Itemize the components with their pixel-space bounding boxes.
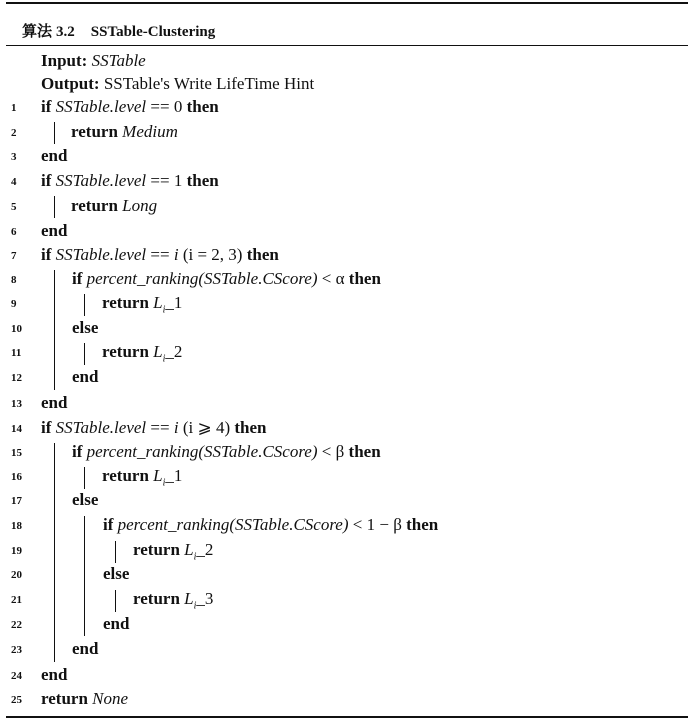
line-number: 25 xyxy=(11,694,22,706)
line-number: 13 xyxy=(11,398,22,410)
input-value: SSTable xyxy=(91,51,146,70)
code-line-10: else xyxy=(72,318,99,337)
code-line-21: return $L_i\_3$ xyxy=(133,589,214,612)
caption-label: 算法 xyxy=(22,24,53,40)
code-line-19: return $L_i\_2$ xyxy=(133,540,214,563)
indent-bar xyxy=(54,443,55,662)
code-line-8: if percent_ranking(SSTable.CScore) < α then xyxy=(72,269,381,288)
indent-bar xyxy=(54,196,55,218)
code-line-14: if SSTable.level == i (i ⩾ 4) then xyxy=(41,418,267,437)
code-line-20: else xyxy=(103,564,130,583)
indent-bar xyxy=(115,590,116,612)
line-number: 3 xyxy=(11,151,17,163)
code-line-3: end xyxy=(41,146,68,165)
output-line xyxy=(41,74,314,94)
line-number: 18 xyxy=(11,520,22,532)
code-line-16: return $L_i\_1$ xyxy=(102,466,183,489)
line-number: 16 xyxy=(11,471,22,483)
line-number: 19 xyxy=(11,545,22,557)
code-line-24: end xyxy=(41,665,68,684)
line-number: 15 xyxy=(11,447,22,459)
line-number: 2 xyxy=(11,127,17,139)
line-number: 9 xyxy=(11,298,17,310)
code-line-1: if SSTable.level == 0 then xyxy=(41,97,219,116)
output-label: Output: xyxy=(41,74,100,93)
line-number: 11 xyxy=(11,347,22,359)
line-number: 17 xyxy=(11,495,22,507)
code-line-11: return $L_i\_2$ xyxy=(102,342,183,365)
caption-number: 3.2 xyxy=(56,24,75,40)
code-line-2: return Medium xyxy=(71,122,178,141)
line-number: 20 xyxy=(11,569,22,581)
line-number: 12 xyxy=(11,372,22,384)
line-number: 4 xyxy=(11,176,17,188)
line-number: 7 xyxy=(11,250,17,262)
code-line-22: end xyxy=(103,614,130,633)
line-number: 5 xyxy=(11,201,17,213)
algorithm-caption xyxy=(22,20,215,41)
line-number: 10 xyxy=(11,323,22,335)
caption-rule xyxy=(6,45,688,46)
code-line-25: return None xyxy=(41,689,129,708)
code-line-18: if percent_ranking(SSTable.CScore) < 1 − β then xyxy=(103,515,439,534)
code-line-23: end xyxy=(72,639,99,658)
top-rule xyxy=(6,2,688,4)
input-label: Input: xyxy=(41,51,88,70)
indent-bar xyxy=(54,122,55,144)
indent-bar xyxy=(84,294,85,316)
input-line xyxy=(41,51,146,71)
line-number: 23 xyxy=(11,644,22,656)
indent-bar xyxy=(115,541,116,563)
code-line-15: if percent_ranking(SSTable.CScore) < β then xyxy=(72,442,381,461)
code-line-9: return $L_i\_1$ xyxy=(102,293,183,316)
output-value: SSTable's Write LifeTime Hint xyxy=(103,74,315,93)
indent-bar xyxy=(84,467,85,489)
indent-bar xyxy=(84,343,85,365)
line-number: 21 xyxy=(11,594,22,606)
line-number: 24 xyxy=(11,670,22,682)
code-line-5: return Long xyxy=(71,196,158,215)
line-number: 22 xyxy=(11,619,22,631)
code-line-4: if SSTable.level == 1 then xyxy=(41,171,219,190)
indent-bar xyxy=(84,516,85,636)
line-number: 8 xyxy=(11,274,17,286)
code-line-12: end xyxy=(72,367,99,386)
bottom-rule xyxy=(6,716,688,718)
code-line-6: end xyxy=(41,221,68,240)
line-number: 6 xyxy=(11,226,17,238)
code-line-7: if SSTable.level == i (i = 2, 3) then xyxy=(41,245,279,264)
line-number: 1 xyxy=(11,102,17,114)
code-line-13: end xyxy=(41,393,68,412)
caption-name: SSTable-Clustering xyxy=(90,24,216,40)
line-number: 14 xyxy=(11,423,22,435)
code-line-17: else xyxy=(72,490,99,509)
indent-bar xyxy=(54,270,55,390)
